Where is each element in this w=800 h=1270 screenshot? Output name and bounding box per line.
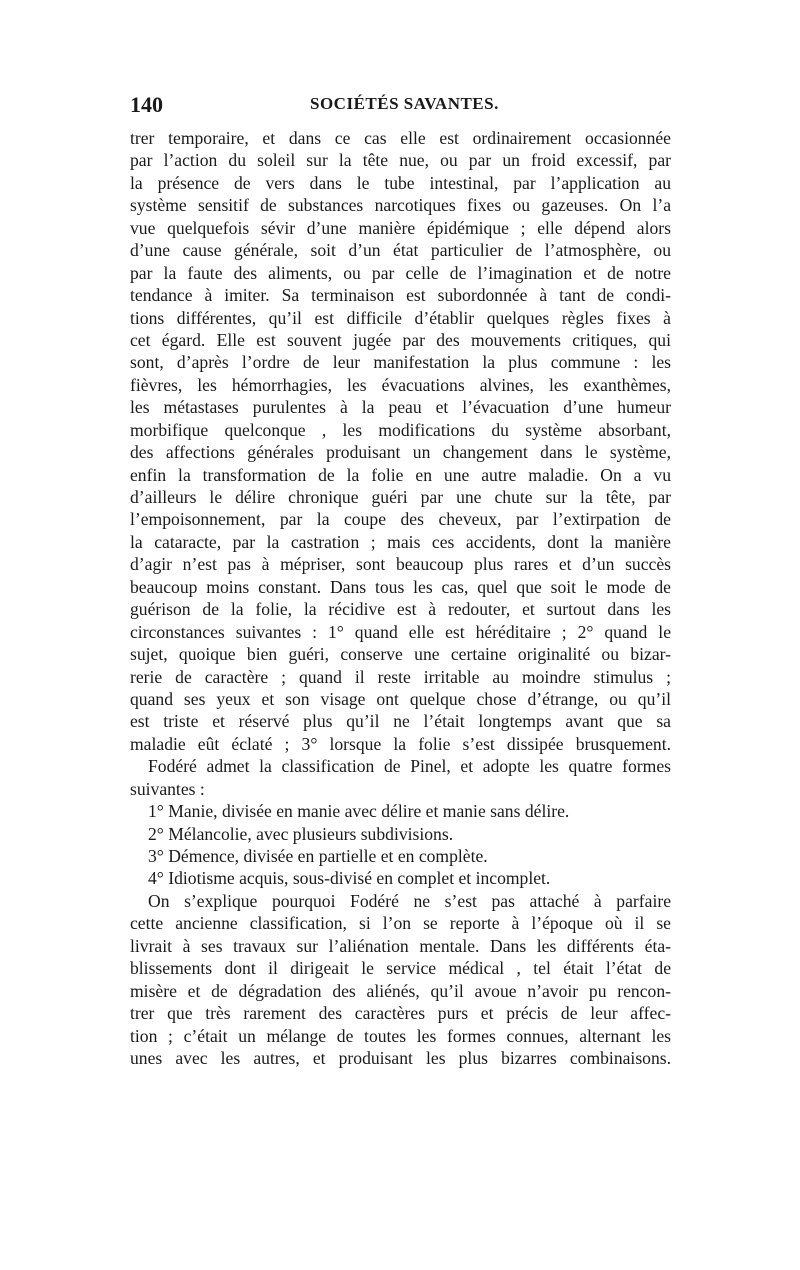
text-line: d’agir n’est pas à mépriser, sont beaucoup plus rares et d’un succès [130, 554, 671, 575]
paragraph-first-line: On s’explique pourquoi Fodéré ne s’est pas attaché à parfaire [148, 890, 671, 911]
list-item: 3° Démence, divisée en partielle et en complète. [148, 846, 488, 866]
page-header [130, 92, 670, 120]
list-item: 4° Idiotisme acquis, sous-divisé en complet et incomplet. [148, 868, 551, 889]
list-item: 1° Manie, divisée en manie avec délire et manie sans délire. [148, 801, 570, 822]
text-line: la cataracte, par la castration ; mais ces accidents, dont la manière [130, 531, 671, 552]
text-line: beaucoup moins constant. Dans tous les cas, quel que soit le mode de [130, 576, 671, 597]
text-line: livrait à ses travaux sur l’aliénation mentale. Dans les différents éta- [130, 935, 671, 956]
text-line: tion ; c’était un mélange de toutes les formes connues, alternant les [130, 1025, 671, 1046]
text-line: sujet, quoique bien guéri, conserve une certaine originalité ou bizar- [130, 644, 671, 665]
text-line: système sensitif de substances narcotiques fixes ou gazeuses. On l’a [130, 195, 671, 216]
text-line: tendance à imiter. Sa terminaison est subordonnée à tant de condi- [130, 285, 671, 306]
text-line: blissements dont il dirigeait le service médical , tel était l’état de [130, 958, 671, 979]
text-line: est triste et réservé plus qu’il ne l’était longtemps avant que sa [130, 711, 671, 732]
text-line: par la faute des aliments, ou par celle de l’imagination et de notre [130, 262, 671, 283]
text-line: cet égard. Elle est souvent jugée par des mouvements critiques, qui [130, 329, 671, 350]
text-line: les métastases purulentes à la peau et l’évacuation d’une humeur [130, 397, 671, 418]
text-line: enfin la transformation de la folie en une autre maladie. On a vu [130, 464, 671, 485]
text-line: tions différentes, qu’il est difficile d’établir quelques règles fixes à [130, 307, 671, 328]
text-line: par l’action du soleil sur la tête nue, ou par un froid excessif, par [130, 150, 671, 171]
text-line: l’empoisonnement, par la coupe des cheveux, par l’extirpation de [130, 509, 671, 530]
text-line: la présence de vers dans le tube intestinal, par l’application au [130, 172, 671, 193]
text-line: vue quelquefois sévir d’une manière épidémique ; elle dépend alors [130, 217, 671, 238]
text-line: trer que très rarement des caractères purs et précis de leur affec- [130, 1003, 671, 1024]
running-title: SOCIÉTÉS SAVANTES. [310, 94, 499, 113]
list-item: 2° Mélancolie, avec plusieurs subdivisions. [148, 823, 454, 844]
text-line: circonstances suivantes : 1° quand elle est héréditaire ; 2° quand le [130, 621, 671, 642]
paragraph-first-line: Fodéré admet la classification de Pinel, et adopte les quatre formes [148, 756, 671, 777]
text-line: sont, d’après l’ordre de leur manifestation la plus commune : les [130, 352, 671, 373]
text-line: morbifique quelconque , les modifications du système absorbant, [130, 419, 671, 440]
text-line: d’une cause générale, soit d’un état particulier de l’atmosphère, ou [130, 240, 671, 261]
text-line: maladie eût éclaté ; 3° lorsque la folie s’est dissipée brusquement. [130, 733, 671, 754]
text-line: trer temporaire, et dans ce cas elle est ordinairement occasionnée [130, 128, 671, 148]
page-number: 140 [130, 92, 163, 117]
text-line: fièvres, les hémorrhagies, les évacuations alvines, les exanthèmes, [130, 374, 671, 395]
text-line: guérison de la folie, la récidive est à redouter, et surtout dans les [130, 599, 671, 620]
paragraph-last-line: suivantes : [130, 778, 205, 799]
text-line: des affections générales produisant un changement dans le système, [130, 442, 671, 463]
text-line: unes avec les autres, et produisant les plus bizarres combinaisons. [130, 1047, 671, 1068]
text-line: d’ailleurs le délire chronique guéri par une chute sur la tête, par [130, 487, 671, 507]
text-line: cette ancienne classification, si l’on se reporte à l’époque où il se [130, 913, 671, 934]
text-line: rerie de caractère ; quand il reste irritable au moindre stimulus ; [130, 666, 671, 687]
body-text [130, 127, 671, 1069]
text-line: quand ses yeux et son visage ont quelque chose d’étrange, ou qu’il [130, 688, 671, 709]
text-line: misère et de dégradation des aliénés, qu’il avoue n’avoir pu rencon- [130, 980, 671, 1001]
